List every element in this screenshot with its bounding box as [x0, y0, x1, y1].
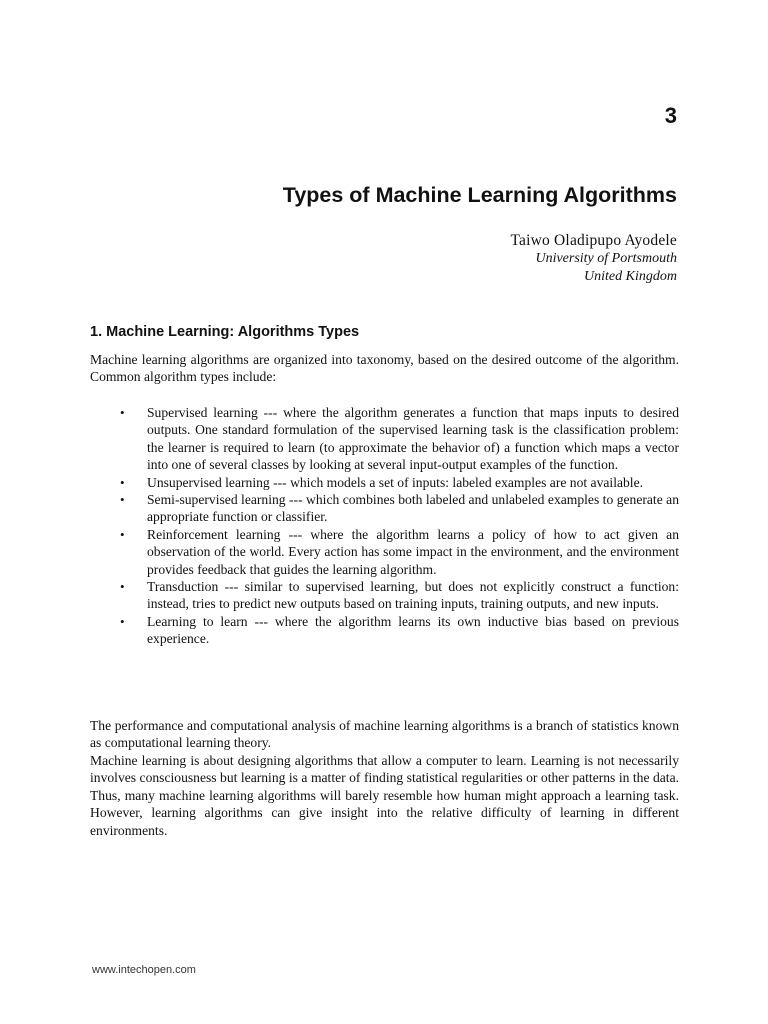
bullet-icon: • [120, 613, 125, 629]
list-item-semi-supervised [90, 491, 679, 526]
chapter-title: Types of Machine Learning Algorithms [282, 183, 677, 207]
intro-paragraph: Machine learning algorithms are organized into taxonomy, based on the desired outcome of the algorithm. Common algorithm types include: [90, 352, 679, 385]
list-item-supervised [90, 404, 679, 474]
author-block [510, 231, 677, 286]
bullet-icon: • [120, 579, 125, 595]
list-item-text: Reinforcement learning --- where the algorithm learns a policy of how to act given an observation of the world. Every action has some impact in the environment, and the environment provides feedback that guides the learning algorithm. [147, 526, 679, 577]
list-item-transduction [90, 578, 679, 613]
section-heading: 1. Machine Learning: Algorithms Types [90, 324, 360, 340]
bullet-icon: • [120, 474, 125, 490]
list-item-reinforcement [90, 526, 679, 578]
list-item-text: Learning to learn --- where the algorithm learns its own inductive bias based on previous experience. [147, 613, 679, 647]
machine-learning-paragraph: Machine learning is about designing algorithms that allow a computer to learn. Learning is not necessarily involves consciousness but learning is a matter of finding statistical regularities or other patterns in the data. Thus, many machine learning algorithms will barely resemble how human might approach a learning task. However, learning algorithms can give insight into the relative difficulty of learning in different environments. [90, 753, 679, 838]
author-affiliation-country: United Kingdom [584, 269, 677, 284]
author-affiliation-university: University of Portsmouth [535, 251, 677, 266]
footer-url: www.intechopen.com [92, 964, 196, 976]
chapter-number: 3 [664, 103, 677, 128]
list-item-unsupervised [90, 474, 679, 491]
author-name: Taiwo Oladipupo Ayodele [510, 232, 677, 249]
algorithm-types-list [90, 404, 679, 648]
list-item-text: Transduction --- similar to supervised learning, but does not explicitly construct a function: instead, tries to predict new outputs based on training inputs, training outputs, and new inputs. [147, 579, 679, 612]
bullet-icon: • [120, 526, 125, 542]
list-item-learning-to-learn [90, 613, 679, 648]
bullet-icon: • [120, 492, 125, 508]
performance-paragraph: The performance and computational analysis of machine learning algorithms is a branch of statistics known as computational learning theory. [90, 718, 679, 751]
list-item-text: Semi-supervised learning --- which combines both labeled and unlabeled examples to generate an appropriate function or classifier. [147, 492, 679, 525]
list-item-text: Unsupervised learning --- which models a set of inputs: labeled examples are not available. [147, 474, 644, 490]
bullet-icon: • [120, 405, 125, 420]
list-item-text: Supervised learning --- where the algorithm generates a function that maps inputs to desired outputs. One standard formulation of the supervised learning task is the classification problem: the learner is required to learn (to approximate the behavior of) a function which maps a vector into one of several classes by looking at several input-output examples of the function. [147, 405, 679, 473]
